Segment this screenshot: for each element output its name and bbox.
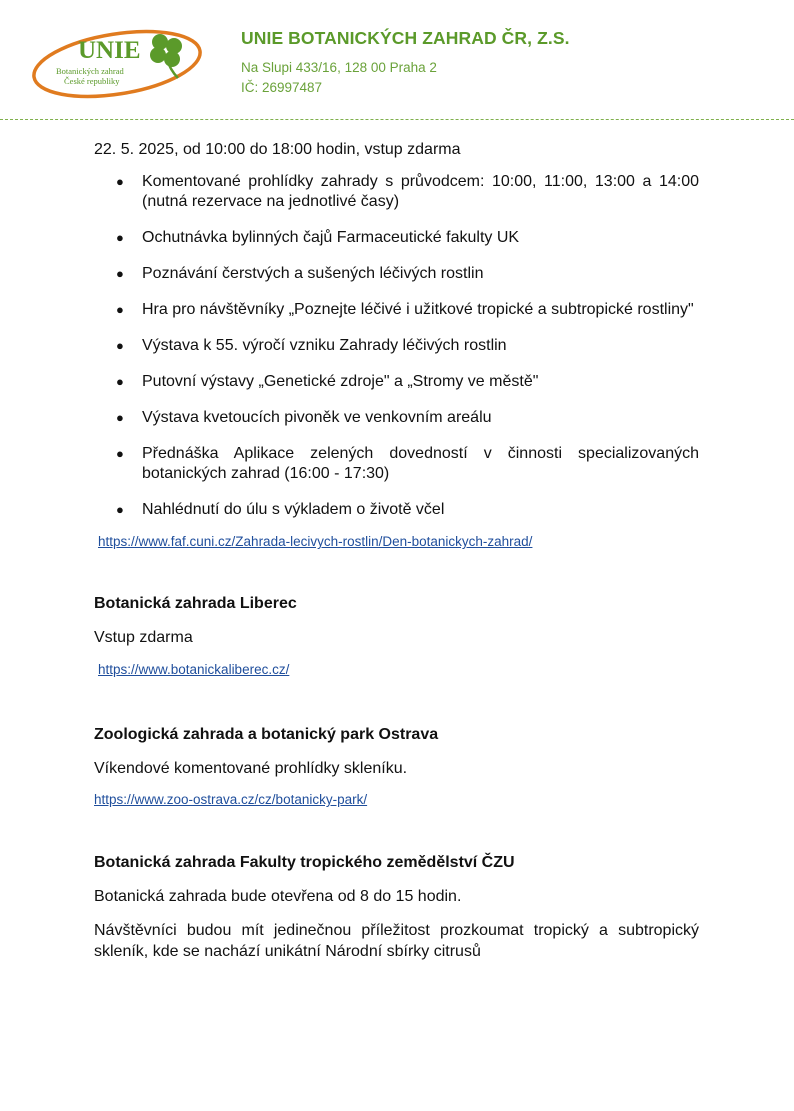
event-program-list (94, 172, 699, 520)
unie-logo-icon (30, 24, 208, 104)
list-item: ● Putovní výstavy „Genetické zdroje" a „Stromy ve městě" (116, 373, 539, 390)
organization-address: Na Slupi 433/16, 128 00 Praha 2 (241, 60, 437, 75)
bullet-icon: ● (116, 502, 124, 517)
bullet-icon: ● (116, 410, 124, 425)
czu-text-hours: Botanická zahrada bude otevřena od 8 do 15 hodin. (94, 888, 462, 905)
czu-title: Botanická zahrada Fakulty tropického zemědělství ČZU (94, 854, 515, 871)
czu-text-description: Návštěvníci budou mít jedinečnou příležitost prozkoumat tropický a subtropický skleník, kde se nachází unikátní Národní sbírky citrusů (94, 922, 699, 960)
event-date-line: 22. 5. 2025, od 10:00 do 18:00 hodin, vstup zdarma (94, 141, 461, 158)
event-link[interactable]: https://www.faf.cuni.cz/Zahrada-lecivych-rostlin/Den-botanickych-zahrad/ (98, 534, 533, 549)
ostrava-text: Víkendové komentované prohlídky skleníku. (94, 760, 408, 777)
organization-id: IČ: 26997487 (241, 80, 323, 95)
list-item: ● Nahlédnutí do úlu s výkladem o životě včel (116, 501, 445, 518)
document-body (94, 140, 699, 962)
svg-text:Botanických zahrad: Botanických zahrad (56, 66, 124, 76)
bullet-icon: ● (116, 374, 124, 389)
bullet-icon: ● (116, 302, 124, 317)
svg-text:České republiky: České republiky (64, 76, 120, 86)
list-item: ● Přednáška Aplikace zelených dovedností v činnosti specializovaných botanických zahrad (16:00 - 17:30) (116, 445, 699, 482)
organization-name: UNIE BOTANICKÝCH ZAHRAD ČR, Z.S. (241, 28, 570, 48)
bullet-icon: ● (116, 174, 124, 189)
list-item: ● Výstava kvetoucích pivoněk ve venkovním areálu (116, 409, 492, 426)
letterhead (0, 0, 794, 122)
ostrava-link[interactable]: https://www.zoo-ostrava.cz/cz/botanicky-park/ (94, 792, 368, 807)
bullet-icon: ● (116, 446, 124, 461)
list-item: ● Výstava k 55. výročí vzniku Zahrady léčivých rostlin (116, 337, 507, 354)
bullet-icon: ● (116, 230, 124, 245)
list-item: ● Komentované prohlídky zahrady s průvodcem: 10:00, 11:00, 13:00 a 14:00 (nutná rezervace na jednotlivé časy) (116, 173, 699, 210)
liberec-link[interactable]: https://www.botanickaliberec.cz/ (98, 662, 290, 677)
liberec-text: Vstup zdarma (94, 629, 193, 646)
ostrava-title: Zoologická zahrada a botanický park Ostrava (94, 726, 439, 743)
liberec-title: Botanická zahrada Liberec (94, 595, 297, 612)
list-item: ● Ochutnávka bylinných čajů Farmaceutické fakulty UK (116, 229, 520, 246)
svg-text:UNIE: UNIE (78, 37, 141, 64)
bullet-icon: ● (116, 266, 124, 281)
header-divider (0, 119, 794, 120)
list-item: ● Hra pro návštěvníky „Poznejte léčivé i užitkové tropické a subtropické rostliny" (116, 301, 694, 318)
bullet-icon: ● (116, 338, 124, 353)
list-item: ● Poznávání čerstvých a sušených léčivých rostlin (116, 265, 484, 282)
